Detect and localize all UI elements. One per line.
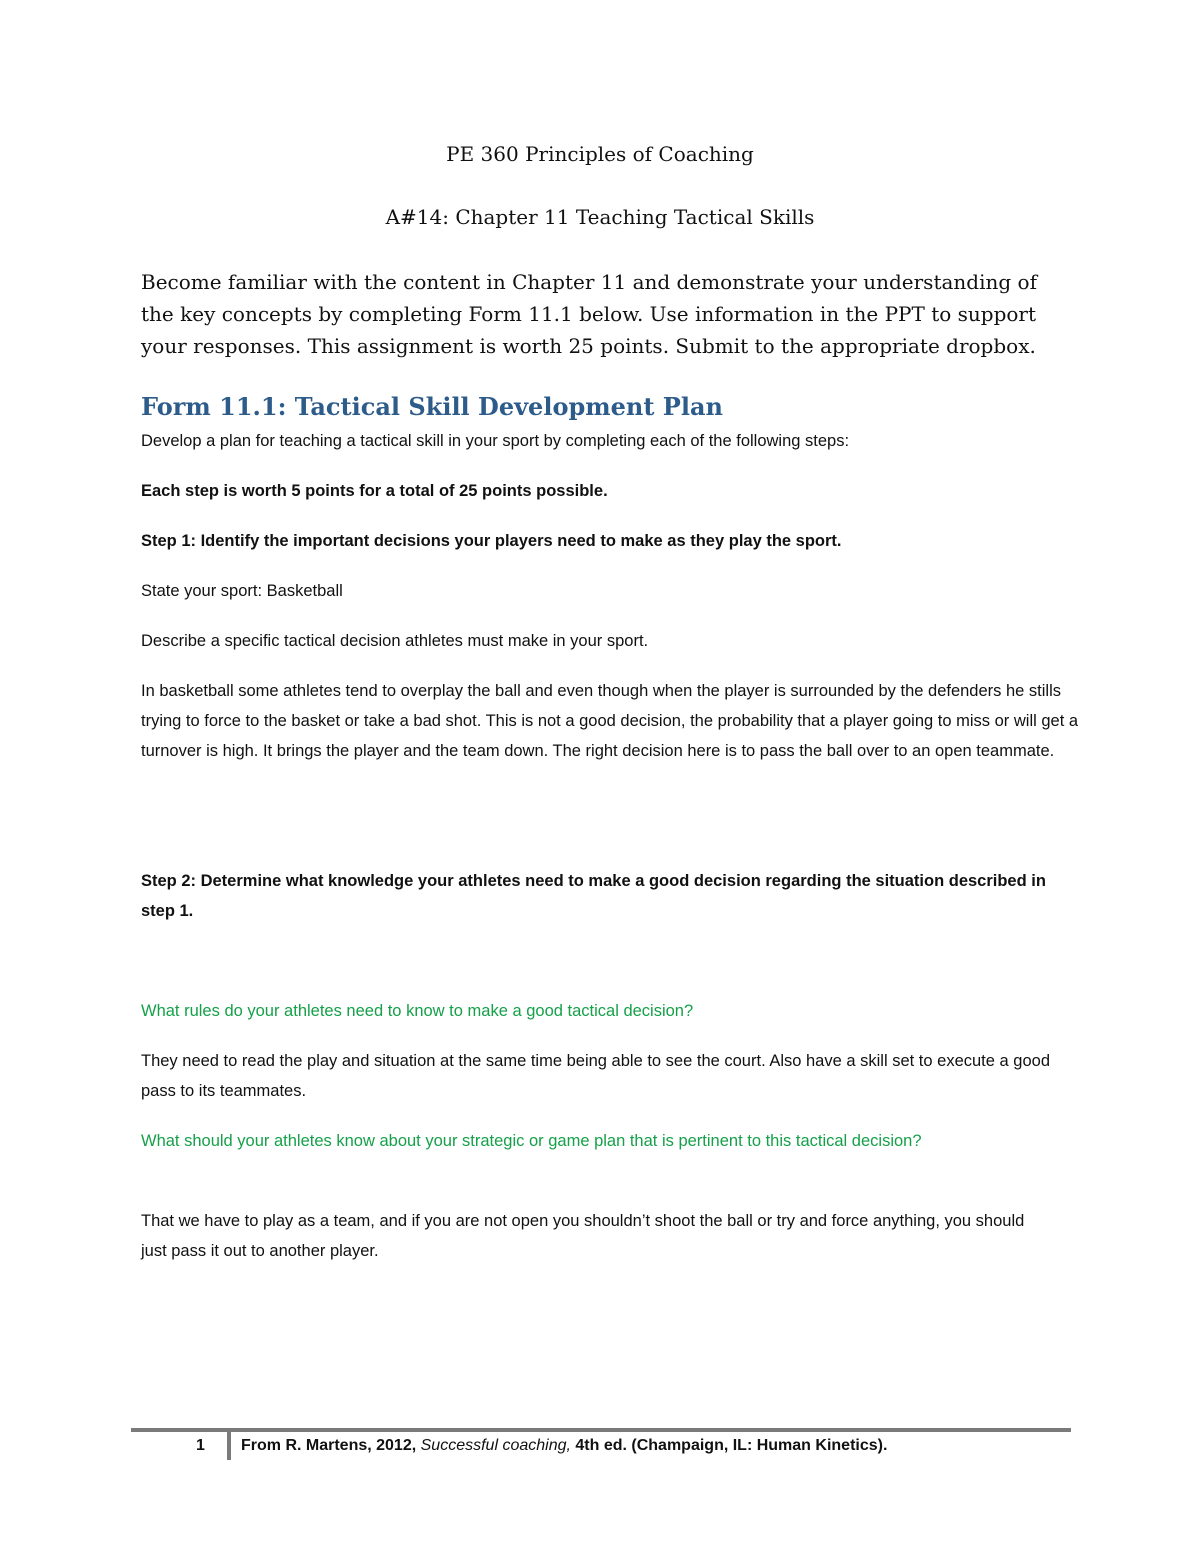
form-instructions: Develop a plan for teaching a tactical skill in your sport by completing each of the following steps: — [141, 432, 850, 450]
step1-sport: State your sport: Basketball — [141, 582, 343, 600]
step1-answer: In basketball some athletes tend to overplay the ball and even though when the player is surrounded by the defenders he stills trying to force to the basket or take a bad shot. This is not a good decision, the probability that a player going to miss or will get a turnover is high. It brings the player and the team down. The right decision here is to pass the ball over to an open teammate. — [141, 682, 1079, 760]
points-note: Each step is worth 5 points for a total of 25 points possible. — [141, 482, 608, 500]
step2-answer-2: That we have to play as a team, and if you are not open you shouldn’t shoot the ball or try and force anything, you should just pass it out to another player. — [141, 1212, 1025, 1260]
assignment-title: A#14: Chapter 11 Teaching Tactical Skills — [385, 205, 815, 229]
course-title: PE 360 Principles of Coaching — [446, 142, 754, 166]
step2-heading: Step 2: Determine what knowledge your athletes need to make a good decision regarding the situation described in step 1. — [141, 872, 1046, 920]
citation-end: 4th ed. (Champaign, IL: Human Kinetics). — [575, 1437, 888, 1454]
footer-rule — [131, 1428, 1071, 1432]
step2-answer-1: They need to read the play and situation at the same time being able to see the court. Also have a skill set to execute a good pass to its teammates. — [141, 1052, 1050, 1100]
step2-question-2: What should your athletes know about your strategic or game plan that is pertinent to this tactical decision? — [141, 1132, 922, 1150]
step1-prompt: Describe a specific tactical decision athletes must make in your sport. — [141, 632, 649, 650]
citation-title: Successful coaching, — [420, 1437, 571, 1454]
footer-separator — [227, 1432, 231, 1460]
step1-heading: Step 1: Identify the important decisions your players need to make as they play the sport. — [141, 532, 842, 550]
intro-paragraph: Become familiar with the content in Chapter 11 and demonstrate your understanding of the key concepts by completing Form 11.1 below. Use information in the PPT to support your responses. This assignment is worth 25 points. Submit to the appropriate dropbox. — [141, 270, 1037, 358]
footer-citation — [241, 1437, 887, 1455]
form-heading: Form 11.1: Tactical Skill Development Plan — [141, 392, 723, 421]
citation-start: From R. Martens, 2012, — [241, 1437, 417, 1454]
page-number: 1 — [196, 1437, 205, 1454]
step2-question-1: What rules do your athletes need to know to make a good tactical decision? — [141, 1002, 694, 1020]
